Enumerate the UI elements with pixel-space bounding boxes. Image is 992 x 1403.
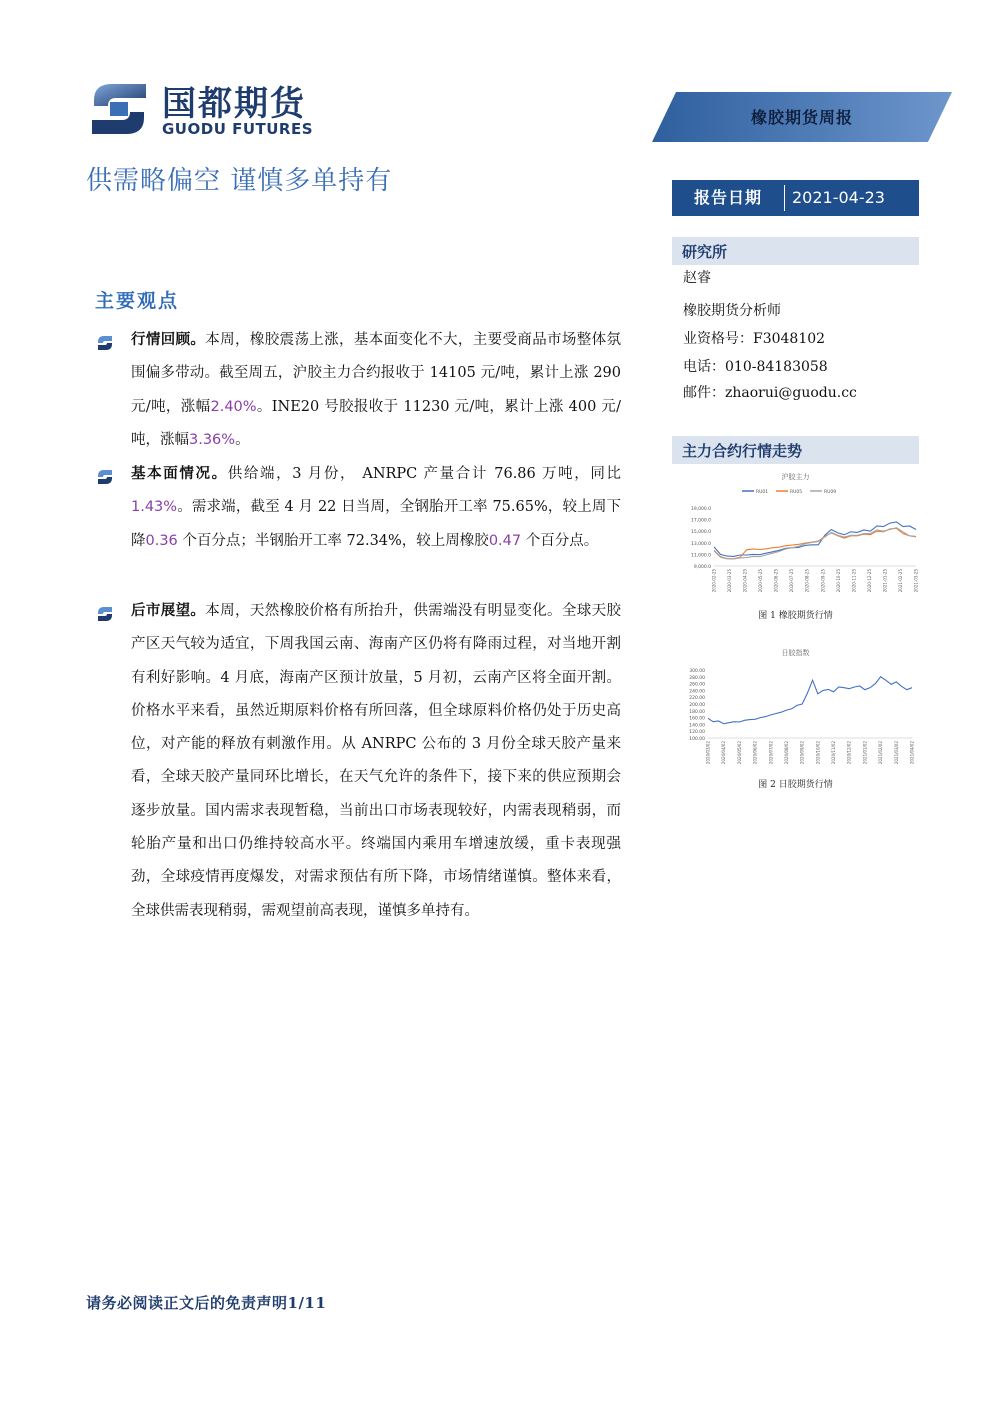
legend-label: RU01 bbox=[756, 489, 769, 495]
text-segment: 。需求端，截至 4 月 22 日当周，全钢胎开工率 75.65%，较上周下降 bbox=[131, 499, 621, 549]
text-segment: 供给端，3 月份， ANRPC 产量合计 76.86 万吨，同比 bbox=[227, 466, 621, 482]
y-tick-label: 120.00 bbox=[689, 730, 705, 736]
report-date-box bbox=[672, 180, 919, 216]
x-tick-label: 2020/05/02 bbox=[736, 741, 742, 765]
bullet-icon bbox=[96, 334, 114, 352]
y-tick-label: 200.00 bbox=[689, 703, 705, 708]
chart2-title: 日胶指数 bbox=[781, 649, 810, 657]
x-tick-label: 2020/11/02 bbox=[831, 741, 837, 765]
y-tick-label: 19,000.0 bbox=[690, 507, 711, 512]
lead-market-review: 行情回顾。 bbox=[131, 331, 206, 348]
text-segment: 个百分点。 bbox=[521, 532, 599, 549]
analyst-name: 赵睿 bbox=[683, 270, 711, 286]
x-tick-label: 2020-09-25 bbox=[820, 569, 826, 593]
x-tick-label: 2021-01-25 bbox=[882, 569, 888, 593]
highlight-value: 2.40% bbox=[210, 398, 257, 415]
highlight-value: 0.36 bbox=[145, 532, 178, 549]
highlight-value: 1.43% bbox=[131, 499, 178, 516]
y-tick-label: 17,000.0 bbox=[690, 518, 711, 524]
x-tick-label: 2021/02/02 bbox=[878, 741, 884, 765]
x-tick-label: 2020-03-25 bbox=[727, 569, 733, 593]
chart1-caption: 图 1 橡胶期货行情 bbox=[758, 611, 833, 621]
lead-fundamentals: 基本面情况。 bbox=[131, 465, 228, 482]
y-tick-label: 140.00 bbox=[689, 723, 705, 729]
company-logo bbox=[88, 76, 338, 142]
x-tick-label: 2021/01/02 bbox=[862, 741, 868, 765]
text-segment: 。 bbox=[235, 431, 250, 448]
highlight-value: 3.36% bbox=[189, 431, 236, 448]
y-tick-label: 100.00 bbox=[689, 737, 705, 742]
x-tick-label: 2020/03/02 bbox=[705, 741, 711, 765]
x-tick-label: 2021/04/02 bbox=[909, 741, 915, 765]
series-line-RU01 bbox=[714, 522, 916, 557]
y-tick-label: 11,000.0 bbox=[690, 553, 711, 559]
x-tick-label: 2020-07-25 bbox=[789, 569, 795, 593]
chart2-caption: 图 2 日胶期货行情 bbox=[758, 780, 833, 790]
x-tick-label: 2020/12/02 bbox=[846, 741, 852, 765]
x-tick-label: 2020-10-25 bbox=[835, 569, 841, 593]
y-tick-label: 13,000.0 bbox=[690, 541, 711, 547]
trend-header: 主力合约行情走势 bbox=[672, 436, 919, 464]
chart1-title: 沪胶主力 bbox=[781, 473, 810, 481]
legend-label: RU09 bbox=[824, 489, 837, 495]
x-tick-label: 2020-04-25 bbox=[742, 569, 748, 593]
legend-label: RU05 bbox=[790, 489, 803, 495]
x-tick-label: 2020-12-25 bbox=[866, 569, 872, 593]
chart1-rubber-futures bbox=[672, 480, 919, 604]
chart2-japan-rubber-index bbox=[672, 658, 919, 772]
x-tick-label: 2021-02-25 bbox=[897, 569, 903, 593]
y-tick-label: 180.00 bbox=[689, 709, 705, 715]
logo-chinese-text: 国都期货 bbox=[162, 84, 306, 124]
analyst-title: 橡胶期货分析师 bbox=[683, 303, 781, 319]
y-tick-label: 260.00 bbox=[689, 682, 705, 688]
text-segment: 本周，橡胶震荡上涨，基本面变化不大，主要受商品市场整体氛围偏多带动。截至周五，沪胶主力合约报收于 14105 元/吨，累计上涨 290 元/吨，涨幅 bbox=[131, 332, 621, 415]
y-tick-label: 300.00 bbox=[689, 669, 705, 674]
y-tick-label: 15,000.0 bbox=[690, 530, 711, 536]
x-tick-label: 2020/09/02 bbox=[799, 741, 805, 765]
x-tick-label: 2021-03-25 bbox=[913, 569, 919, 593]
report-headline: 供需略偏空 谨慎多单持有 bbox=[86, 166, 393, 196]
x-tick-label: 2020/06/02 bbox=[752, 741, 758, 765]
x-tick-label: 2020/07/02 bbox=[768, 741, 774, 765]
footer-disclaimer: 请务必阅读正文后的免责声明1/11 bbox=[86, 1294, 327, 1312]
x-tick-label: 2020-02-25 bbox=[711, 569, 717, 593]
bullet-icon bbox=[96, 605, 114, 623]
analyst-certificate: 业资格号：F3048102 bbox=[683, 331, 826, 347]
y-tick-label: 220.00 bbox=[689, 696, 705, 702]
research-header: 研究所 bbox=[672, 237, 919, 265]
report-date-divider bbox=[784, 185, 785, 211]
x-tick-label: 2021/03/02 bbox=[893, 741, 899, 765]
series-line-RU05 bbox=[714, 528, 916, 559]
y-tick-label: 240.00 bbox=[689, 689, 705, 695]
x-tick-label: 2020-06-25 bbox=[773, 569, 779, 593]
x-tick-label: 2020/04/02 bbox=[721, 741, 727, 765]
paragraph-market-review bbox=[131, 323, 621, 457]
analyst-email: 邮件：zhaorui@guodu.cc bbox=[683, 385, 857, 401]
logo-english-text: GUODU FUTURES bbox=[162, 120, 314, 138]
series-line-RU09 bbox=[714, 528, 916, 559]
text-segment: 本周，天然橡胶价格有所抬升，供需端没有明显变化。全球天胶产区天气较为适宜，下周我国云南、海南产区仍将有降雨过程，对当地开割有利好影响。4 月底，海南产区预计放量，5 月初，云南产区将全面开割。价格水平来看，虽然近期原料价格有所回落，但全球原料价格仍处于历史高位，对产能的释放有刺激作用。从 ANRPC 公布的 3 月份全球天胶产量来看，全球天胶产量同环比增长，在天气允许的条件下，接下来的供应预期会逐步放量。国内需求表现暂稳，当前出口市场表现较好，内需表现稍弱，而轮胎产量和出口仍维持较高水平。终端国内乘用车增速放缓，重卡表现强劲，全球疫情再度爆发，对需求预估有所下降，市场情绪谨慎。整体来看，全球供需表现稍弱，需观望前高表现，谨慎多单持有。 bbox=[131, 603, 621, 919]
y-tick-label: 280.00 bbox=[689, 675, 705, 681]
report-date-value: 2021-04-23 bbox=[792, 188, 885, 207]
x-tick-label: 2020-05-25 bbox=[758, 569, 764, 593]
highlight-value: 0.47 bbox=[488, 532, 522, 549]
bullet-icon bbox=[96, 468, 114, 486]
logo-mark-icon bbox=[88, 78, 150, 140]
paragraph-fundamentals bbox=[131, 457, 621, 558]
x-tick-label: 2020-08-25 bbox=[804, 569, 810, 593]
analyst-phone: 电话：010-84183058 bbox=[683, 359, 828, 375]
y-tick-label: 9,000.0 bbox=[693, 565, 711, 570]
report-date-label: 报告日期 bbox=[693, 188, 762, 207]
series-line-index bbox=[708, 677, 912, 724]
y-tick-label: 160.00 bbox=[689, 716, 705, 722]
text-segment: 。INE20 号胶报收于 11230 元/吨，累计上涨 400 元/吨，涨幅 bbox=[131, 398, 621, 448]
paragraph-outlook bbox=[131, 594, 621, 928]
lead-outlook: 后市展望。 bbox=[131, 602, 206, 619]
main-views-title: 主要观点 bbox=[95, 290, 180, 312]
report-type-label: 橡胶期货周报 bbox=[750, 108, 853, 127]
x-tick-label: 2020/10/02 bbox=[815, 741, 821, 765]
text-segment: 个百分点；半钢胎开工率 72.34%，较上周橡胶 bbox=[177, 532, 489, 549]
report-type-banner bbox=[652, 92, 952, 142]
x-tick-label: 2020/08/02 bbox=[783, 741, 789, 765]
x-tick-label: 2020-11-25 bbox=[851, 569, 857, 593]
